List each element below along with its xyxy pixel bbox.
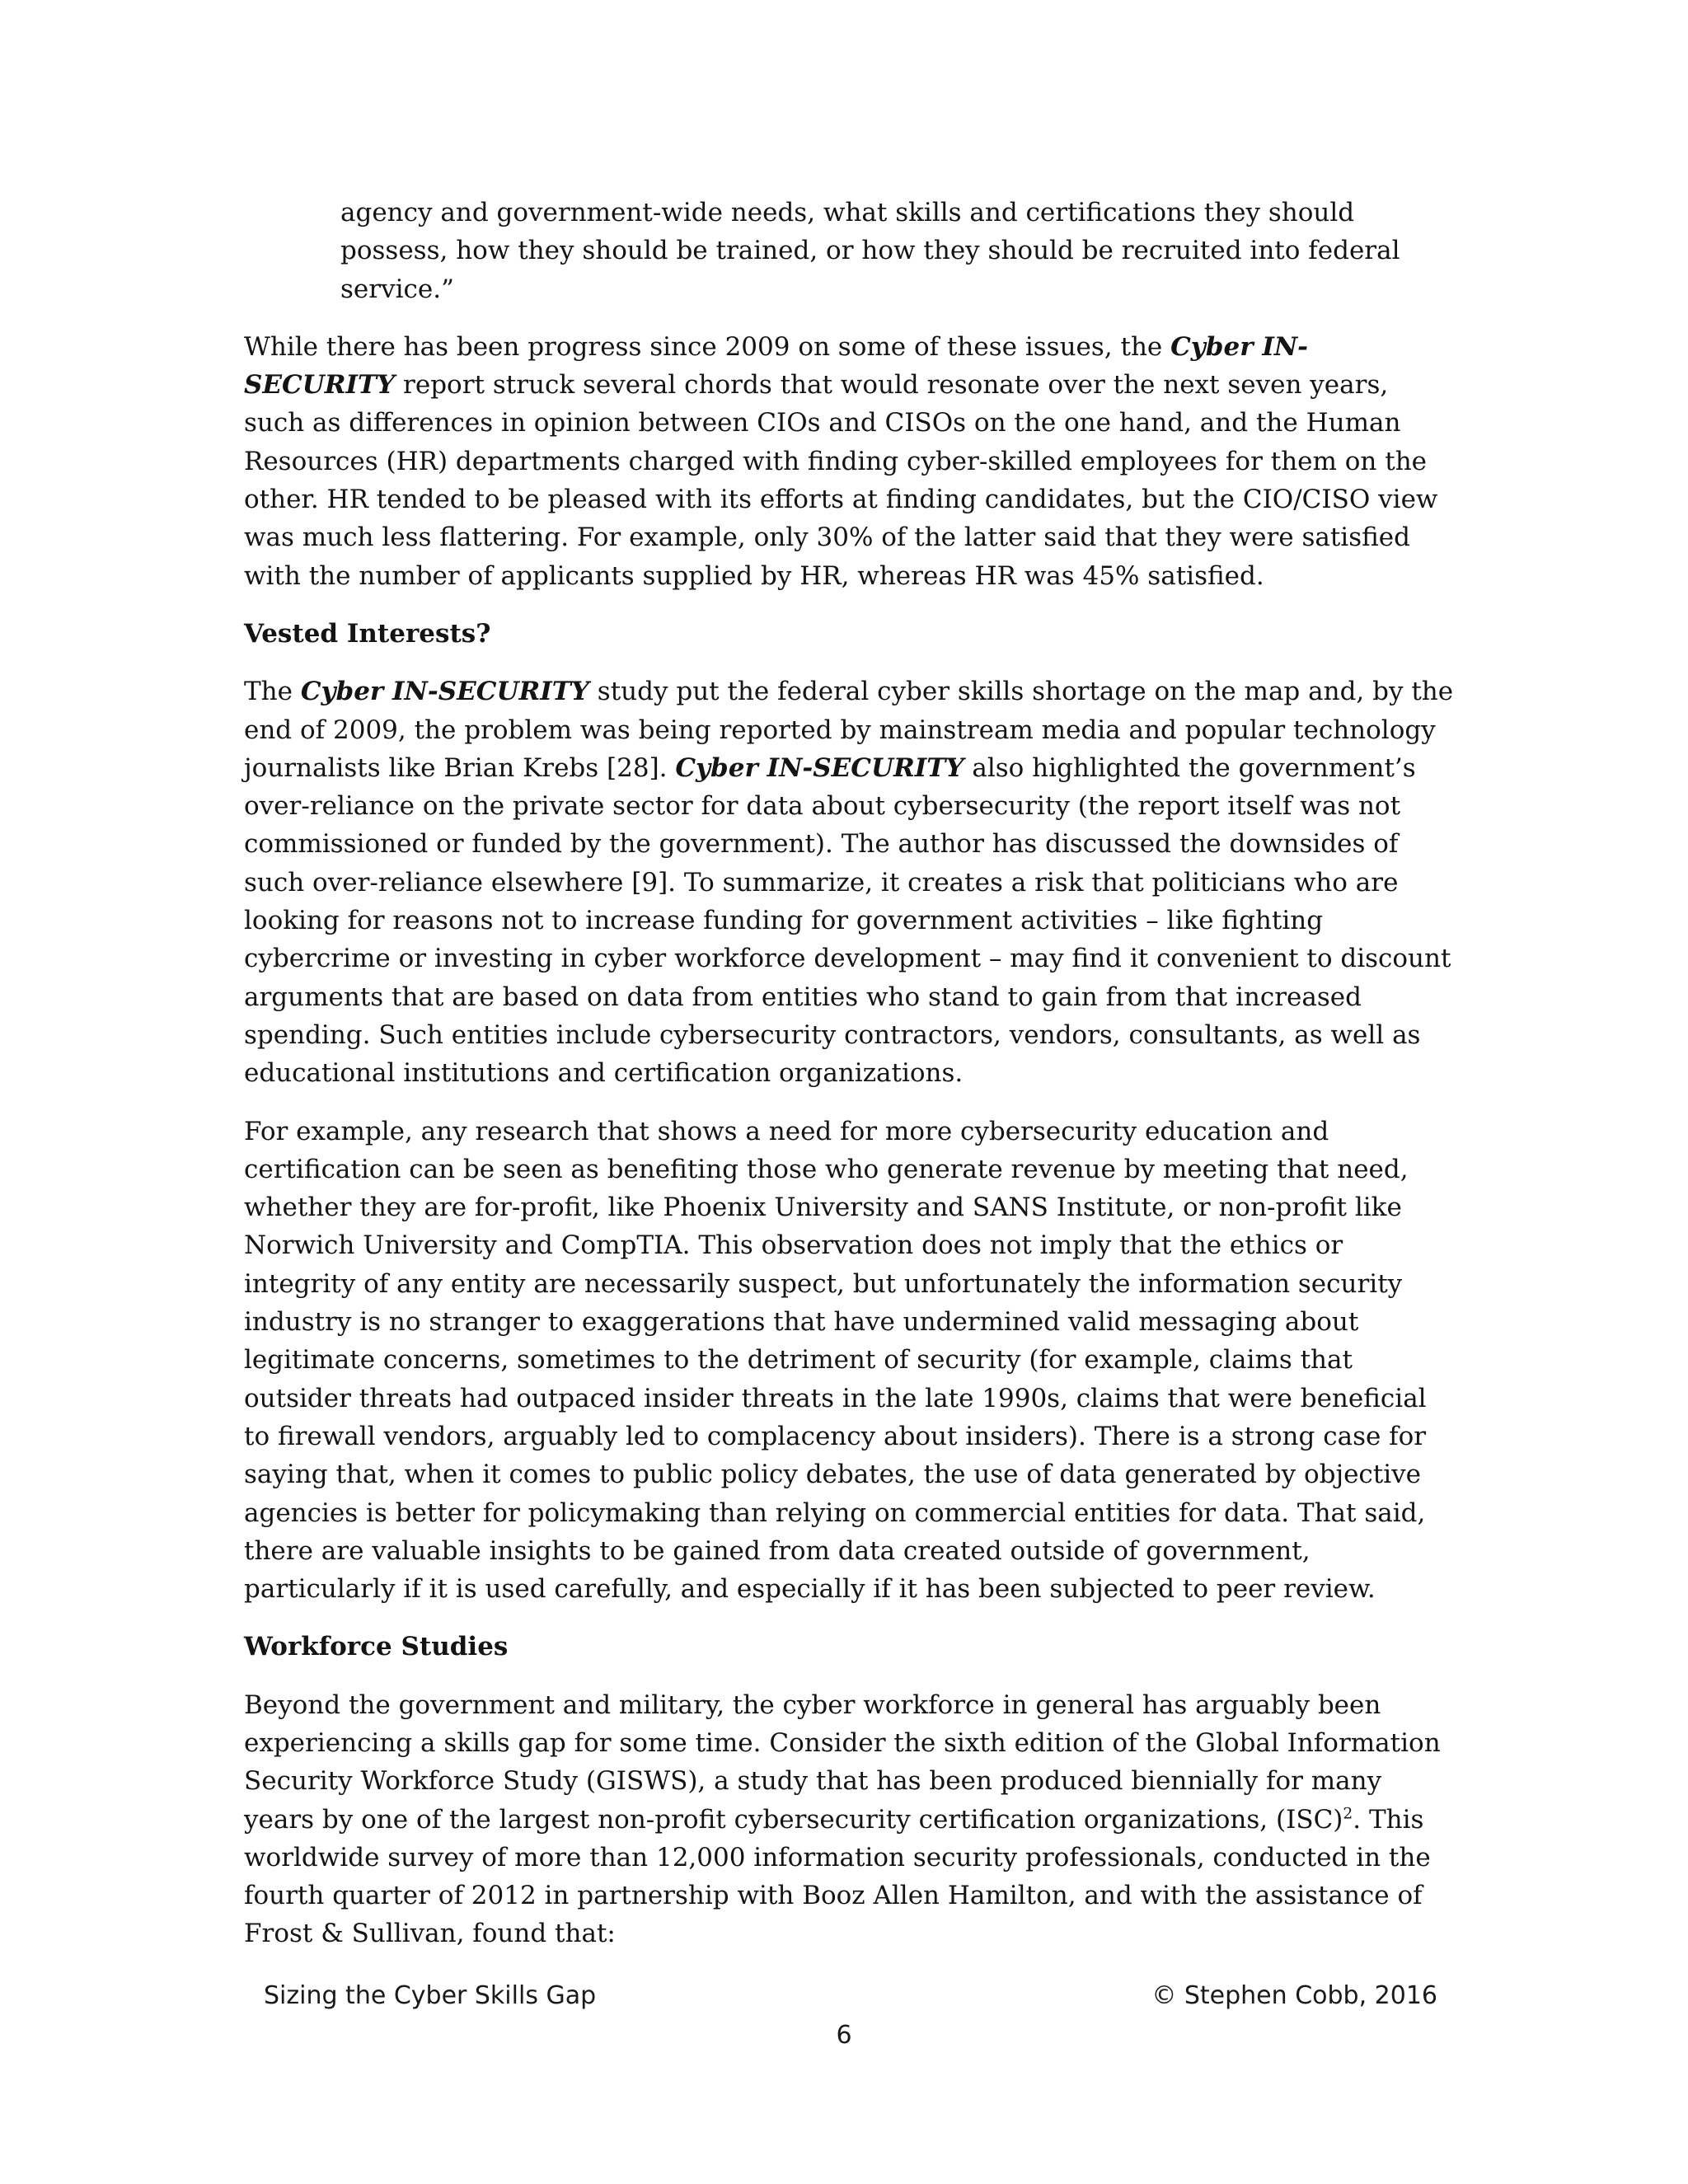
block-quote-continuation: agency and government-wide needs, what skills and certifications they should possess, how they should be trained, or how they should be recruited into federal service.” xyxy=(340,198,1400,304)
paragraph-cyber-insecurity-report xyxy=(244,328,1454,595)
page-body xyxy=(244,194,1454,1973)
text-run: report struck several chords that would resonate over the next seven years, such as differences in opinion between CIOs and CISOs on the one hand, and the Human Resources (HR) departments charged with finding cyber-skilled employees for them on the other. HR tended to be pleased with its efforts at finding candidates, but the CIO/CISO view was much less flattering. For example, only 30% of the latter said that they were satisfied with the number of applicants supplied by HR, whereas HR was 45% satisfied. xyxy=(244,370,1438,591)
paragraph-workforce-studies xyxy=(244,1686,1454,1953)
footer-title: Sizing the Cyber Skills Gap xyxy=(264,1981,597,2010)
text-run: Beyond the government and military, the cyber workforce in general has arguably been experiencing a skills gap for some time. Consider the sixth edition of the Global Information Security Workforce Study (GISWS), a study that has been produced biennially for many years by one of the largest non-profit cybersecurity certification organizations, (ISC) xyxy=(244,1690,1441,1835)
paragraph-research-example: For example, any research that shows a need for more cybersecurity education and certification can be seen as benefiting those who generate revenue by meeting that need, whether they are for-profit, like Phoenix University and SANS Institute, or non-profit like Norwich University and CompTIA. This observation does not imply that the ethics or integrity of any entity are necessarily suspect, but unfortunately the information security industry is no stranger to exaggerations that have undermined valid messaging about legitimate concerns, sometimes to the detriment of security (for example, claims that outsider threats had outpaced insider threats in the late 1990s, claims that were beneficial to firewall vendors, arguably led to complacency about insiders). There is a strong case for saying that, when it comes to public policy debates, the use of data generated by objective agencies is better for policymaking than relying on commercial entities for data. That said, there are valuable insights to be gained from data created outside of government, particularly if it is used carefully, and especially if it has been subjected to peer review. xyxy=(244,1116,1427,1605)
section-heading-vested-interests: Vested Interests? xyxy=(244,618,491,649)
text-run: . This worldwide survey of more than 12,000 information security professionals, conducted in the fourth quarter of 2012 in partnership with Booz Allen Hamilton, and with the assistance of Frost & Sullivan, found that: xyxy=(244,1804,1431,1949)
report-title-emphasis: Cyber IN-SECURITY xyxy=(675,752,964,783)
superscript: 2 xyxy=(1343,1805,1353,1823)
text-run: While there has been progress since 2009 on some of these issues, the xyxy=(244,331,1171,362)
paragraph-vested-interests xyxy=(244,673,1454,1092)
text-run: also highlighted the government’s over-reliance on the private sector for data about cybersecurity (the report itself was not commissioned or funded by the government). The author has discussed the downsides of such over-reliance elsewhere [9]. To summarize, it creates a risk that politicians who are looking for reasons not to increase funding for government activities – like fighting cybercrime or investing in cyber workforce development – may find it convenient to discount arguments that are based on data from entities who stand to gain from that increased spending. Such entities include cybersecurity contractors, vendors, consultants, as well as educational institutions and certification organizations. xyxy=(244,752,1451,1089)
section-heading-workforce-studies: Workforce Studies xyxy=(244,1632,509,1662)
footer-copyright: © Stephen Cobb, 2016 xyxy=(1151,1981,1437,2010)
text-run: The xyxy=(244,677,301,707)
page-number: 6 xyxy=(836,2021,852,2050)
report-title-emphasis: Cyber IN-SECURITY xyxy=(244,331,1309,401)
text-run: study put the federal cyber skills shortage on the map and, by the end of 2009, the problem was being reported by mainstream media and popular technology journalists like Brian Krebs [28]. xyxy=(244,677,1454,783)
page-footer xyxy=(264,1981,1437,2014)
report-title-emphasis: Cyber IN-SECURITY xyxy=(300,677,589,707)
